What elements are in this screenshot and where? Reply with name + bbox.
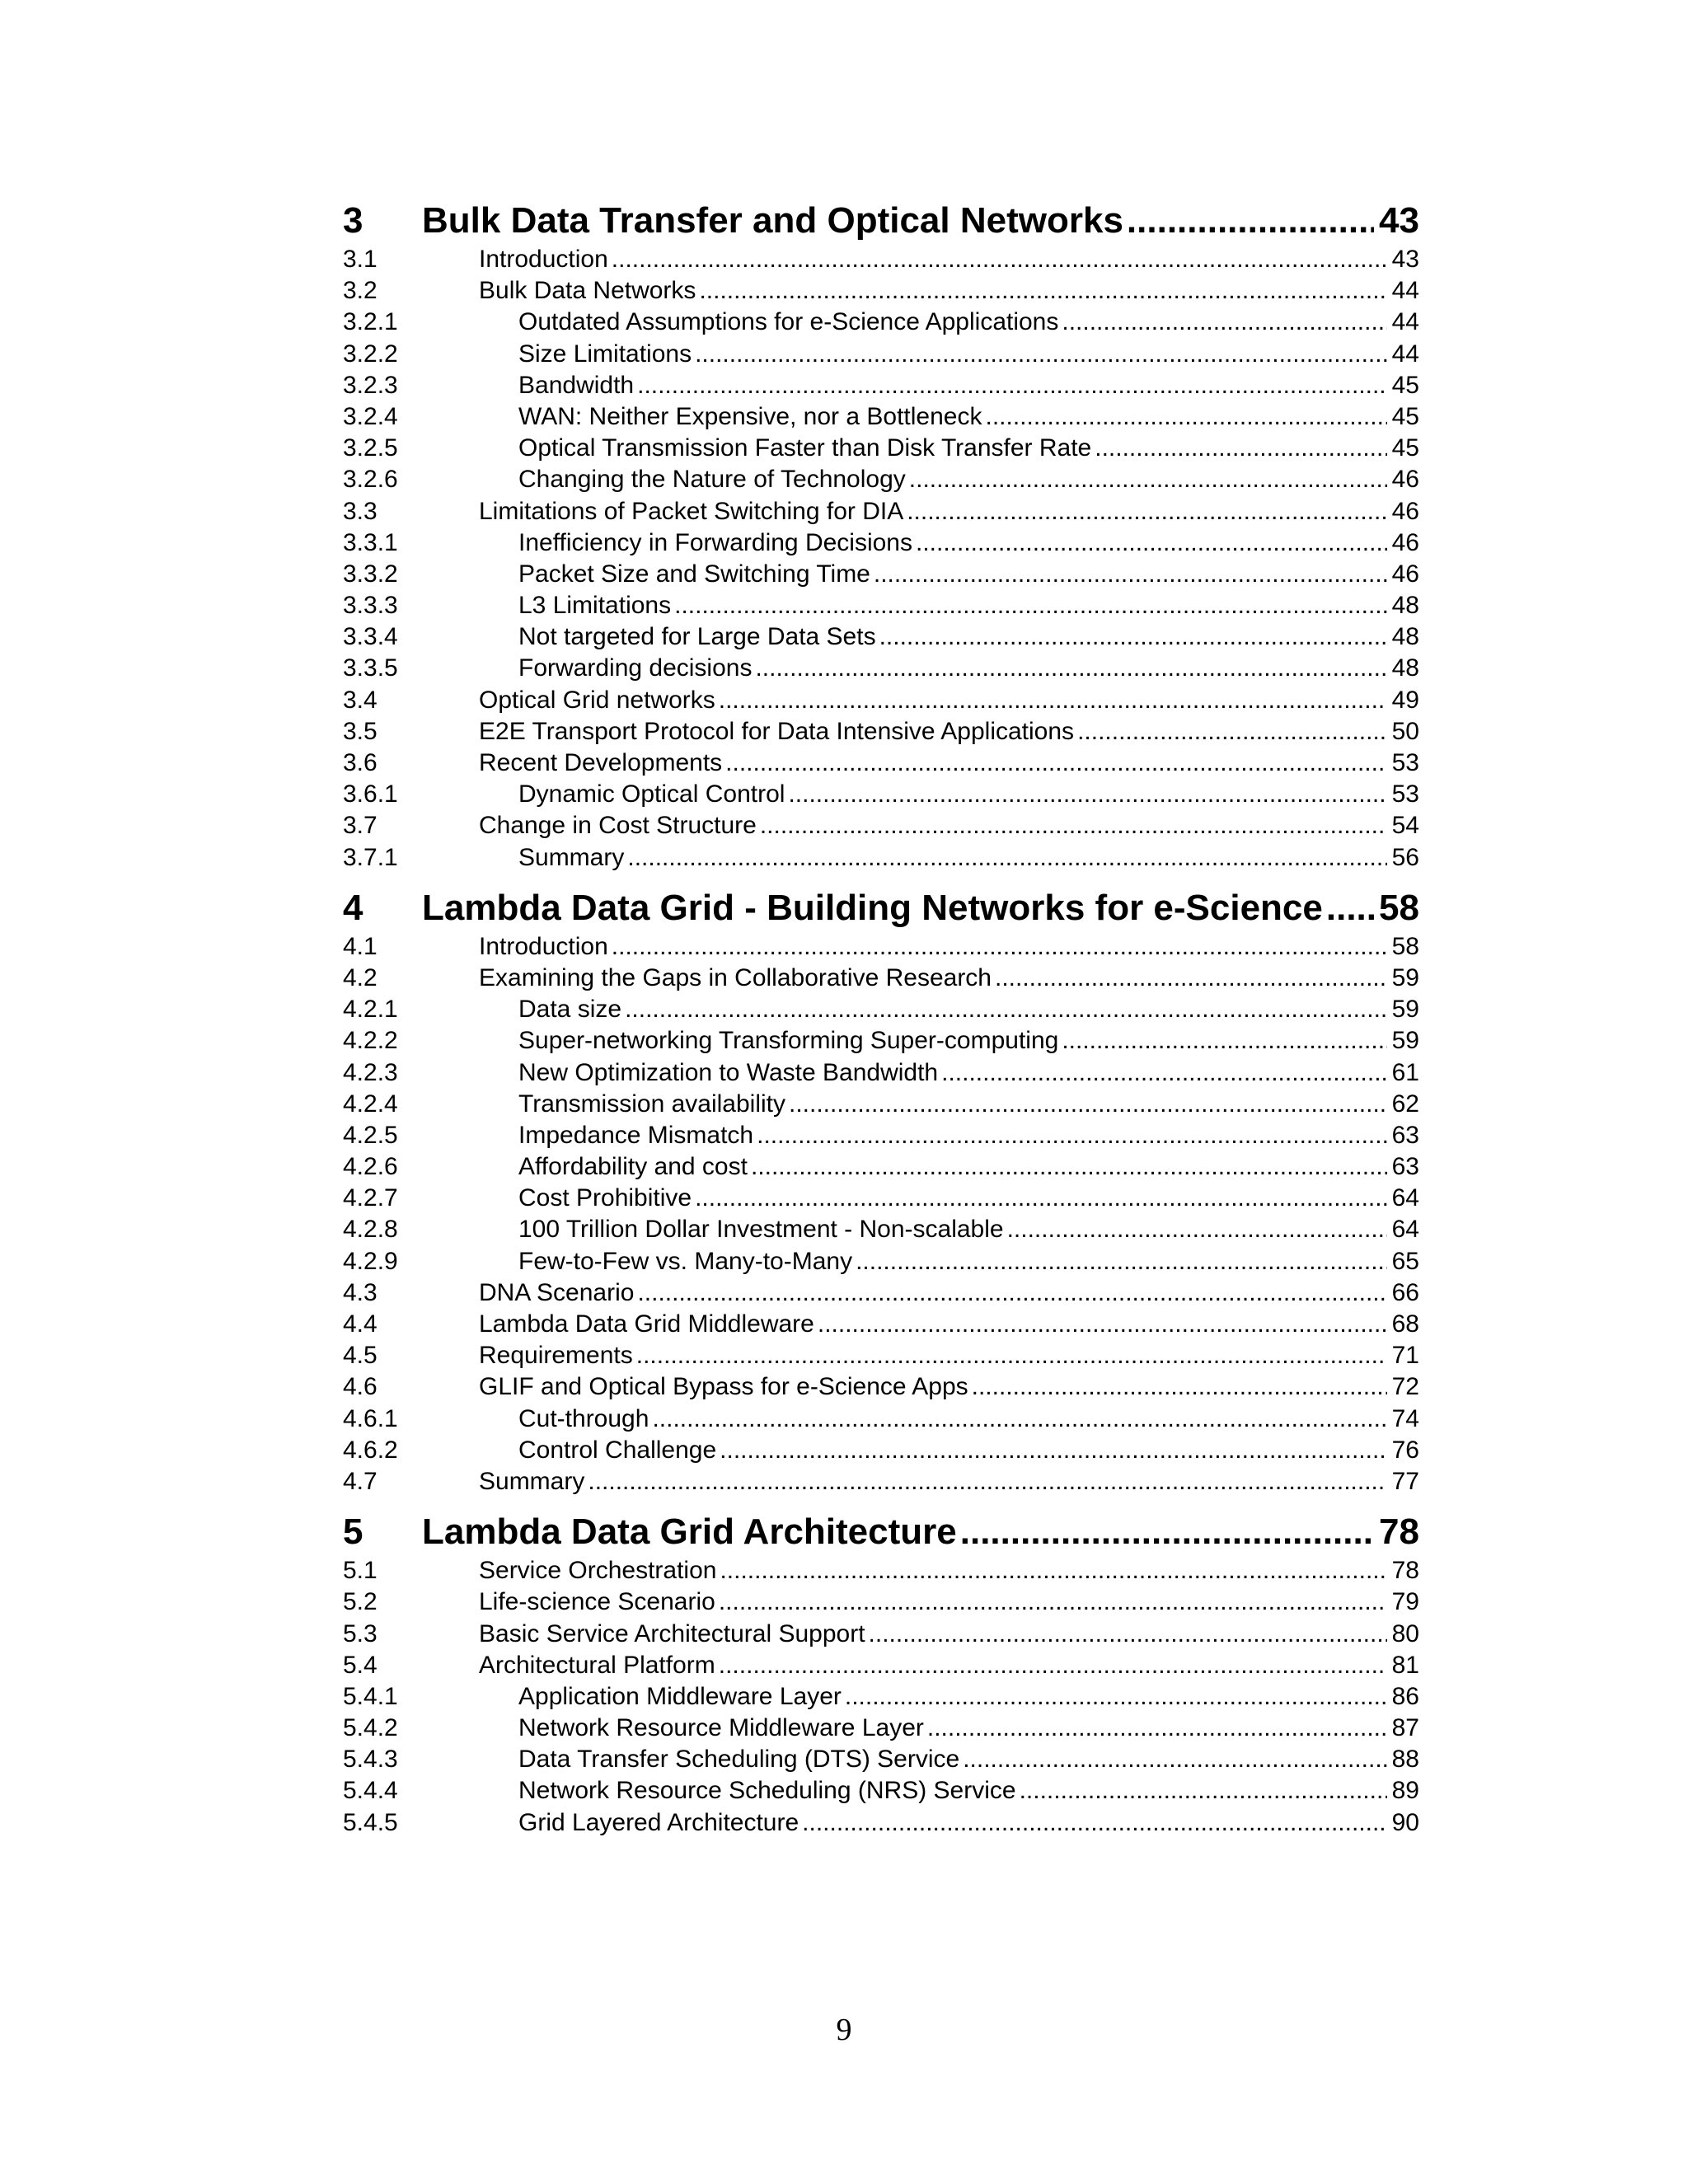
toc-chapter-heading [343, 198, 1419, 244]
section-title: Cut-through [518, 1404, 649, 1432]
dot-leader [637, 1277, 1386, 1309]
section-number: 3.2.5 [343, 434, 398, 462]
section-page-number: 81 [1391, 1651, 1419, 1679]
toc-entry[interactable] [343, 685, 1419, 716]
section-page-number: 45 [1391, 402, 1419, 430]
toc-entry[interactable] [343, 370, 1419, 401]
section-number: 3.3.4 [343, 623, 398, 651]
dot-leader [960, 1509, 1374, 1555]
dot-leader [1127, 198, 1374, 244]
section-title: Outdated Assumptions for e-Science Applications [518, 308, 1059, 336]
section-number: 3.2.6 [343, 466, 398, 494]
dot-leader [719, 1650, 1387, 1681]
dot-leader [755, 653, 1386, 684]
toc-entry[interactable] [343, 244, 1419, 275]
chapter-title: Lambda Data Grid - Building Networks for e-Science [422, 887, 1323, 928]
dot-leader [1020, 1775, 1387, 1807]
dot-leader [845, 1681, 1387, 1713]
section-page-number: 53 [1391, 780, 1419, 808]
dot-leader [927, 1713, 1387, 1744]
dot-leader [720, 1435, 1386, 1466]
section-title: Packet Size and Switching Time [518, 560, 870, 588]
section-number: 4.2.6 [343, 1153, 398, 1181]
chapter-page-number: 43 [1379, 200, 1419, 241]
section-number: 4.2.9 [343, 1247, 398, 1275]
toc-entry[interactable] [343, 1404, 1419, 1435]
toc-entry[interactable] [343, 1214, 1419, 1245]
toc-entry[interactable] [343, 931, 1419, 963]
section-page-number: 59 [1391, 1027, 1419, 1055]
section-number: 4.4 [343, 1310, 377, 1338]
section-number: 3.5 [343, 717, 377, 745]
section-title: Cost Prohibitive [518, 1184, 692, 1212]
dot-leader [674, 590, 1387, 621]
dot-leader [719, 1586, 1387, 1618]
dot-leader [612, 931, 1387, 963]
section-title: Few-to-Few vs. Many-to-Many [518, 1247, 853, 1275]
toc-entry[interactable] [343, 1466, 1419, 1497]
toc-entry[interactable] [343, 1309, 1419, 1340]
section-title: Limitations of Packet Switching for DIA [479, 497, 904, 525]
section-page-number: 54 [1391, 812, 1419, 840]
section-number: 3.1 [343, 246, 377, 273]
section-title: Size Limitations [518, 340, 692, 368]
toc-entry[interactable] [343, 810, 1419, 841]
section-page-number: 45 [1391, 371, 1419, 399]
toc-entry[interactable] [343, 590, 1419, 621]
dot-leader [751, 1151, 1387, 1183]
section-number: 4.7 [343, 1467, 377, 1495]
section-number: 4.2 [343, 963, 377, 991]
section-number: 5.1 [343, 1557, 377, 1585]
section-number: 5.3 [343, 1619, 377, 1647]
section-number: 4.3 [343, 1278, 377, 1306]
toc-entry[interactable] [343, 275, 1419, 307]
chapter-number: 5 [343, 1511, 363, 1553]
section-title: E2E Transport Protocol for Data Intensive Applications [479, 717, 1075, 745]
section-number: 3.3.1 [343, 528, 398, 556]
section-title: Not targeted for Large Data Sets [518, 623, 876, 651]
dot-leader [1326, 885, 1374, 931]
section-title: Summary [479, 1467, 585, 1495]
toc-entry[interactable] [343, 1807, 1419, 1839]
section-number: 4.1 [343, 932, 377, 960]
toc-entry[interactable] [343, 1120, 1419, 1151]
section-title: L3 Limitations [518, 592, 672, 620]
toc-entry[interactable] [343, 653, 1419, 684]
dot-leader [869, 1619, 1387, 1650]
section-title: Summary [518, 843, 625, 871]
toc-entry[interactable] [343, 496, 1419, 527]
section-title: Impedance Mismatch [518, 1121, 754, 1149]
section-page-number: 48 [1391, 623, 1419, 651]
section-title: Introduction [479, 246, 608, 273]
section-number: 3.2 [343, 277, 377, 305]
section-title: New Optimization to Waste Bandwidth [518, 1058, 939, 1086]
section-page-number: 59 [1391, 996, 1419, 1024]
toc-entry[interactable] [343, 779, 1419, 810]
section-page-number: 87 [1391, 1714, 1419, 1742]
section-number: 3.2.3 [343, 371, 398, 399]
section-page-number: 76 [1391, 1436, 1419, 1464]
section-title: Network Resource Scheduling (NRS) Service [518, 1777, 1016, 1805]
section-page-number: 71 [1391, 1342, 1419, 1370]
section-page-number: 88 [1391, 1746, 1419, 1774]
toc-entry[interactable] [343, 1277, 1419, 1309]
section-title: Data Transfer Scheduling (DTS) Service [518, 1746, 960, 1774]
section-number: 3.3 [343, 497, 377, 525]
section-page-number: 86 [1391, 1682, 1419, 1710]
section-number: 3.6 [343, 749, 377, 776]
section-number: 5.4.5 [343, 1808, 398, 1836]
section-number: 5.4 [343, 1651, 377, 1679]
section-title: Changing the Nature of Technology [518, 466, 906, 494]
dot-leader [588, 1466, 1386, 1497]
dot-leader [909, 464, 1387, 495]
toc-entry[interactable] [343, 464, 1419, 495]
page-number: 9 [836, 2013, 852, 2047]
section-title: Optical Transmission Faster than Disk Transfer Rate [518, 434, 1092, 462]
section-number: 4.2.4 [343, 1090, 398, 1118]
section-page-number: 89 [1391, 1777, 1419, 1805]
section-title: Optical Grid networks [479, 686, 715, 714]
dot-leader [941, 1057, 1387, 1089]
section-page-number: 64 [1391, 1184, 1419, 1212]
section-title: WAN: Neither Expensive, nor a Bottleneck [518, 402, 982, 430]
dot-leader [995, 963, 1387, 994]
section-title: Super-networking Transforming Super-computing [518, 1027, 1059, 1055]
dot-leader [985, 401, 1386, 433]
toc-chapter-heading [343, 1509, 1419, 1555]
section-page-number: 61 [1391, 1058, 1419, 1086]
toc-entry[interactable] [343, 1340, 1419, 1371]
dot-leader [972, 1371, 1387, 1403]
section-page-number: 46 [1391, 560, 1419, 588]
section-number: 4.5 [343, 1342, 377, 1370]
dot-leader [1077, 716, 1387, 748]
section-page-number: 48 [1391, 592, 1419, 620]
toc-entry[interactable] [343, 1713, 1419, 1744]
section-page-number: 66 [1391, 1278, 1419, 1306]
chapter-title: Bulk Data Transfer and Optical Networks [422, 200, 1123, 241]
section-page-number: 53 [1391, 749, 1419, 776]
section-title: GLIF and Optical Bypass for e-Science Apps [479, 1373, 968, 1401]
toc-entry[interactable] [343, 339, 1419, 370]
section-page-number: 62 [1391, 1090, 1419, 1118]
toc-entry[interactable] [343, 748, 1419, 779]
section-page-number: 50 [1391, 717, 1419, 745]
section-title: Forwarding decisions [518, 654, 753, 682]
section-title: Lambda Data Grid Middleware [479, 1310, 814, 1338]
dot-leader [720, 1555, 1386, 1586]
chapter-page-number: 58 [1379, 887, 1419, 928]
dot-leader [1007, 1214, 1387, 1245]
section-page-number: 46 [1391, 497, 1419, 525]
toc-entry[interactable] [343, 1089, 1419, 1120]
dot-leader [874, 559, 1387, 590]
toc-entry[interactable] [343, 963, 1419, 994]
section-page-number: 77 [1391, 1467, 1419, 1495]
section-page-number: 58 [1391, 932, 1419, 960]
dot-leader [1062, 307, 1386, 338]
toc-entry[interactable] [343, 621, 1419, 653]
section-title: Examining the Gaps in Collaborative Research [479, 963, 992, 991]
section-number: 4.6 [343, 1373, 377, 1401]
toc-entry[interactable] [343, 1619, 1419, 1650]
section-number: 4.2.2 [343, 1027, 398, 1055]
section-number: 3.3.5 [343, 654, 398, 682]
toc-entry[interactable] [343, 1681, 1419, 1713]
section-page-number: 56 [1391, 843, 1419, 871]
toc-entry[interactable] [343, 1246, 1419, 1277]
dot-leader [1095, 433, 1386, 464]
toc-entry[interactable] [343, 1586, 1419, 1618]
dot-leader [907, 496, 1386, 527]
section-page-number: 80 [1391, 1619, 1419, 1647]
section-title: Requirements [479, 1342, 633, 1370]
toc-entry[interactable] [343, 559, 1419, 590]
section-title: Introduction [479, 932, 608, 960]
section-page-number: 44 [1391, 308, 1419, 336]
section-number: 4.6.1 [343, 1404, 398, 1432]
section-title: Dynamic Optical Control [518, 780, 785, 808]
toc-entry[interactable] [343, 527, 1419, 559]
section-page-number: 43 [1391, 246, 1419, 273]
chapter-number: 4 [343, 887, 363, 928]
section-title: Recent Developments [479, 749, 723, 776]
section-title: Transmission availability [518, 1090, 785, 1118]
section-number: 3.2.2 [343, 340, 398, 368]
toc-entry[interactable] [343, 1555, 1419, 1586]
section-title: Life-science Scenario [479, 1588, 715, 1616]
dot-leader [802, 1807, 1386, 1839]
dot-leader [637, 370, 1387, 401]
dot-leader [789, 1089, 1387, 1120]
toc-entry[interactable] [343, 1025, 1419, 1057]
section-number: 4.2.3 [343, 1058, 398, 1086]
section-title: Data size [518, 996, 622, 1024]
toc-entry[interactable] [343, 1371, 1419, 1403]
section-page-number: 65 [1391, 1247, 1419, 1275]
section-number: 3.3.2 [343, 560, 398, 588]
toc-chapter-heading [343, 885, 1419, 931]
toc-entry[interactable] [343, 1744, 1419, 1775]
section-page-number: 79 [1391, 1588, 1419, 1616]
section-title: Bandwidth [518, 371, 635, 399]
dot-leader [879, 621, 1387, 653]
dot-leader [625, 994, 1387, 1025]
section-title: DNA Scenario [479, 1278, 635, 1306]
chapter-title: Lambda Data Grid Architecture [422, 1511, 957, 1553]
dot-leader [695, 1183, 1387, 1214]
toc-entry[interactable] [343, 1151, 1419, 1183]
section-number: 5.4.1 [343, 1682, 398, 1710]
section-title: Basic Service Architectural Support [479, 1619, 865, 1647]
section-number: 3.2.4 [343, 402, 398, 430]
section-title: Control Challenge [518, 1436, 717, 1464]
section-page-number: 78 [1391, 1557, 1419, 1585]
dot-leader [695, 339, 1387, 370]
section-number: 3.7.1 [343, 843, 398, 871]
section-page-number: 63 [1391, 1153, 1419, 1181]
section-page-number: 44 [1391, 277, 1419, 305]
table-of-contents [343, 198, 1419, 1839]
toc-entry[interactable] [343, 994, 1419, 1025]
dot-leader [612, 244, 1387, 275]
chapter-number: 3 [343, 200, 363, 241]
section-number: 4.2.5 [343, 1121, 398, 1149]
section-page-number: 68 [1391, 1310, 1419, 1338]
section-title: Architectural Platform [479, 1651, 715, 1679]
dot-leader [719, 685, 1387, 716]
toc-entry[interactable] [343, 1650, 1419, 1681]
section-number: 5.4.3 [343, 1746, 398, 1774]
toc-entry[interactable] [343, 307, 1419, 338]
section-title: Application Middleware Layer [518, 1682, 842, 1710]
toc-entry[interactable] [343, 1775, 1419, 1807]
section-title: Affordability and cost [518, 1153, 748, 1181]
section-title: Network Resource Middleware Layer [518, 1714, 924, 1742]
toc-entry[interactable] [343, 1183, 1419, 1214]
section-number: 3.6.1 [343, 780, 398, 808]
section-page-number: 44 [1391, 340, 1419, 368]
section-number: 3.4 [343, 686, 377, 714]
section-title: Bulk Data Networks [479, 277, 696, 305]
section-page-number: 48 [1391, 654, 1419, 682]
dot-leader [636, 1340, 1387, 1371]
dot-leader [788, 779, 1386, 810]
section-number: 5.4.2 [343, 1714, 398, 1742]
dot-leader [699, 275, 1386, 307]
section-number: 4.6.2 [343, 1436, 398, 1464]
section-page-number: 64 [1391, 1216, 1419, 1244]
section-page-number: 45 [1391, 434, 1419, 462]
section-title: Inefficiency in Forwarding Decisions [518, 528, 912, 556]
section-number: 5.4.4 [343, 1777, 398, 1805]
section-page-number: 59 [1391, 963, 1419, 991]
toc-entry[interactable] [343, 842, 1419, 874]
toc-entry[interactable] [343, 1435, 1419, 1466]
dot-leader [652, 1404, 1386, 1435]
section-number: 4.2.1 [343, 996, 398, 1024]
section-number: 3.2.1 [343, 308, 398, 336]
toc-entry[interactable] [343, 433, 1419, 464]
dot-leader [963, 1744, 1386, 1775]
chapter-page-number: 78 [1379, 1511, 1419, 1553]
section-page-number: 63 [1391, 1121, 1419, 1149]
section-page-number: 90 [1391, 1808, 1419, 1836]
toc-entry[interactable] [343, 1057, 1419, 1089]
section-title: Change in Cost Structure [479, 812, 757, 840]
section-number: 4.2.8 [343, 1216, 398, 1244]
section-page-number: 74 [1391, 1404, 1419, 1432]
section-number: 3.7 [343, 812, 377, 840]
dot-leader [760, 810, 1387, 841]
dot-leader [916, 527, 1387, 559]
section-title: Service Orchestration [479, 1557, 717, 1585]
section-number: 4.2.7 [343, 1184, 398, 1212]
section-page-number: 46 [1391, 528, 1419, 556]
toc-entry[interactable] [343, 401, 1419, 433]
dot-leader [627, 842, 1386, 874]
toc-entry[interactable] [343, 716, 1419, 748]
section-page-number: 72 [1391, 1373, 1419, 1401]
section-page-number: 46 [1391, 466, 1419, 494]
section-number: 5.2 [343, 1588, 377, 1616]
dot-leader [856, 1246, 1387, 1277]
dot-leader [725, 748, 1386, 779]
section-title: 100 Trillion Dollar Investment - Non-scalable [518, 1216, 1004, 1244]
dot-leader [1062, 1025, 1386, 1057]
section-number: 3.3.3 [343, 592, 398, 620]
section-page-number: 49 [1391, 686, 1419, 714]
section-title: Grid Layered Architecture [518, 1808, 799, 1836]
dot-leader [757, 1120, 1387, 1151]
dot-leader [818, 1309, 1387, 1340]
